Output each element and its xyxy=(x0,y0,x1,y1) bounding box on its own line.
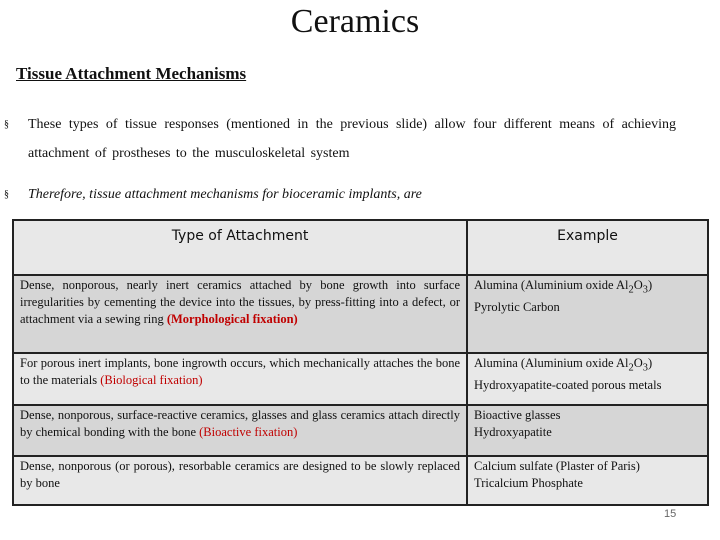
fixation-label: (Biological fixation) xyxy=(100,373,203,387)
header-example: Example xyxy=(467,220,708,275)
row-desc: Dense, nonporous, surface-reactive ceramics, glasses and glass ceramics attach directly by chemical bonding with the bone (Bioactive fixation) xyxy=(13,405,467,456)
section-heading: Tissue Attachment Mechanisms xyxy=(16,64,247,83)
row-example: Alumina (Aluminium oxide $Al_2O_3$) Hydroxyapatite-coated porous metals xyxy=(467,353,708,405)
bullet-marker: § xyxy=(4,189,9,200)
table-row xyxy=(13,353,708,405)
attachment-table xyxy=(12,219,709,506)
table-row xyxy=(13,456,708,505)
table-row xyxy=(13,405,708,456)
bullet-text: Therefore, tissue attachment mechanisms for bioceramic implants, are xyxy=(28,187,422,202)
row-desc: Dense, nonporous, nearly inert ceramics attached by bone growth into surface irregularities by cementing the device into the tissues, by press-fitting into a defect, or attachment via a sewing ring (Morphological fixation) xyxy=(13,275,467,353)
row-desc: For porous inert implants, bone ingrowth occurs, which mechanically attaches the bone to the materials (Biological fixation) xyxy=(13,353,467,405)
table-header xyxy=(13,220,708,275)
bullet-marker: § xyxy=(4,119,9,130)
fixation-label: (Bioactive fixation) xyxy=(199,425,298,439)
bullet-text: These types of tissue responses (mentioned in the previous slide) allow four different means of achieving attachment of prostheses to the musculoskeletal system xyxy=(28,117,676,161)
bullet-1 xyxy=(4,110,676,168)
page-number: 15 xyxy=(664,508,677,520)
table-row xyxy=(13,275,708,353)
row-desc: Dense, nonporous (or porous), resorbable ceramics are designed to be slowly replaced by bone xyxy=(13,456,467,505)
fixation-label: (Morphological fixation) xyxy=(166,312,298,326)
header-type: Type of Attachment xyxy=(13,220,467,275)
bullet-2 xyxy=(4,180,676,209)
slide-title: Ceramics xyxy=(290,3,420,40)
row-example: Bioactive glasses Hydroxyapatite xyxy=(467,405,708,456)
row-example: Alumina (Aluminium oxide $Al_2O_3$) Pyrolytic Carbon xyxy=(467,275,708,353)
row-example: Calcium sulfate (Plaster of Paris) Tricalcium Phosphate xyxy=(467,456,708,505)
